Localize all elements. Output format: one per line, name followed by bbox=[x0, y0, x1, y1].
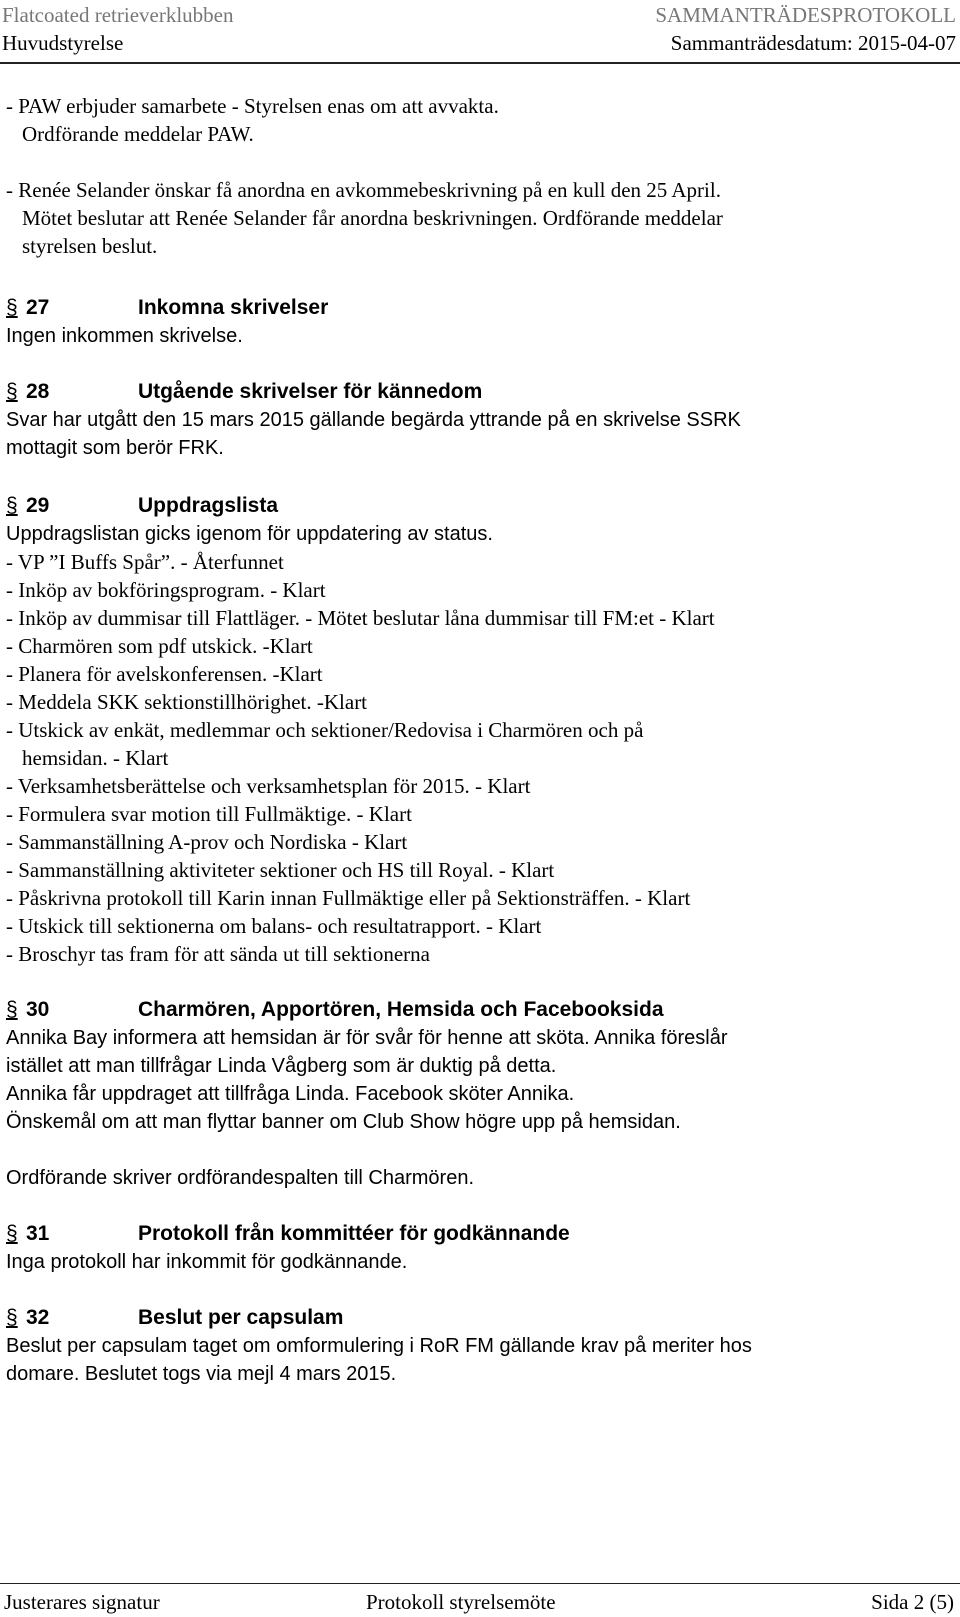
footer-page-number: Sida 2 (5) bbox=[871, 1590, 954, 1614]
section-sign: § bbox=[6, 380, 18, 403]
section-text: Inga protokoll har inkommit för godkännande. bbox=[6, 1251, 408, 1273]
section-text: mottagit som berör FRK. bbox=[6, 437, 224, 459]
task-item: - Planera för avelskonferensen. -Klart bbox=[6, 662, 323, 686]
footer-signature: Justerares signatur bbox=[4, 1590, 160, 1614]
section-number: 28 bbox=[26, 380, 50, 403]
task-item: - Formulera svar motion till Fullmäktige. - Klart bbox=[6, 802, 412, 826]
section-title: Inkomna skrivelser bbox=[138, 296, 329, 319]
section-text: Beslut per capsulam taget om omformulering i RoR FM gällande krav på meriter hos bbox=[6, 1335, 752, 1357]
section-heading-32 bbox=[6, 1304, 343, 1332]
section-sign: § bbox=[6, 1306, 18, 1329]
task-item: - Påskrivna protokoll till Karin innan Fullmäktige eller på Sektionsträffen. - Klart bbox=[6, 886, 691, 910]
header-org: Flatcoated retrieverklubben bbox=[2, 3, 234, 27]
intro-line: styrelsen beslut. bbox=[22, 234, 158, 258]
task-item: - Meddela SKK sektionstillhörighet. -Klart bbox=[6, 690, 368, 714]
section-heading-30 bbox=[6, 996, 664, 1024]
section-heading-29 bbox=[6, 492, 278, 520]
section-title: Uppdragslista bbox=[138, 494, 279, 517]
section-sign: § bbox=[6, 998, 18, 1021]
section-number: 29 bbox=[26, 494, 50, 517]
intro-line: - Renée Selander önskar få anordna en avkommebeskrivning på en kull den 25 April. bbox=[6, 178, 721, 202]
task-item: - Verksamhetsberättelse och verksamhetsplan för 2015. - Klart bbox=[6, 774, 531, 798]
section-sign: § bbox=[6, 296, 18, 319]
section-text: istället att man tillfrågar Linda Vågberg som är duktig på detta. bbox=[6, 1055, 557, 1077]
task-item: - Inköp av bokföringsprogram. - Klart bbox=[6, 578, 326, 602]
section-heading-28 bbox=[6, 378, 482, 406]
section-title: Beslut per capsulam bbox=[138, 1306, 344, 1329]
section-number: 30 bbox=[26, 998, 50, 1021]
section-text: Annika får uppdraget att tillfråga Linda. Facebook sköter Annika. bbox=[6, 1083, 575, 1105]
footer-doc: Protokoll styrelsemöte bbox=[366, 1590, 556, 1614]
header-meeting-date: Sammanträdesdatum: 2015-04-07 bbox=[670, 31, 956, 55]
section-text: Uppdragslistan gicks igenom för uppdatering av status. bbox=[6, 523, 493, 545]
section-text: domare. Beslutet togs via mejl 4 mars 2015. bbox=[6, 1363, 397, 1385]
task-item: - Broschyr tas fram för att sända ut till sektionerna bbox=[6, 942, 430, 966]
section-title: Charmören, Apportören, Hemsida och Facebooksida bbox=[138, 998, 664, 1021]
section-text: Önskemål om att man flyttar banner om Club Show högre upp på hemsidan. bbox=[6, 1111, 681, 1133]
section-text: Svar har utgått den 15 mars 2015 gällande begärda yttrande på en skrivelse SSRK bbox=[6, 409, 741, 431]
intro-line: Ordförande meddelar PAW. bbox=[22, 122, 254, 146]
section-title: Utgående skrivelser för kännedom bbox=[138, 380, 483, 403]
task-item-continued: hemsidan. - Klart bbox=[22, 746, 169, 770]
task-item: - Utskick av enkät, medlemmar och sektioner/Redovisa i Charmören och på bbox=[6, 718, 644, 742]
intro-line: - PAW erbjuder samarbete - Styrelsen enas om att avvakta. bbox=[6, 94, 499, 118]
intro-line: Mötet beslutar att Renée Selander får anordna beskrivningen. Ordförande meddelar bbox=[22, 206, 723, 230]
task-item: - VP ”I Buffs Spår”. - Återfunnet bbox=[6, 550, 284, 574]
section-number: 31 bbox=[26, 1222, 50, 1245]
section-sign: § bbox=[6, 1222, 18, 1245]
section-heading-31 bbox=[6, 1220, 570, 1248]
header-doc-type: SAMMANTRÄDESPROTOKOLL bbox=[655, 3, 956, 27]
section-heading-27 bbox=[6, 294, 328, 322]
header-body: Huvudstyrelse bbox=[2, 31, 124, 55]
task-item: - Charmören som pdf utskick. -Klart bbox=[6, 634, 313, 658]
task-item: - Inköp av dummisar till Flattläger. - Mötet beslutar låna dummisar till FM:et - Klart bbox=[6, 606, 715, 630]
task-item: - Sammanställning A-prov och Nordiska - Klart bbox=[6, 830, 408, 854]
header-divider bbox=[0, 62, 960, 64]
task-item: - Utskick till sektionerna om balans- och resultatrapport. - Klart bbox=[6, 914, 542, 938]
section-number: 32 bbox=[26, 1306, 50, 1329]
task-item: - Sammanställning aktiviteter sektioner och HS till Royal. - Klart bbox=[6, 858, 555, 882]
section-text: Annika Bay informera att hemsidan är för svår för henne att sköta. Annika föreslår bbox=[6, 1027, 728, 1049]
section-number: 27 bbox=[26, 296, 50, 319]
section-title: Protokoll från kommittéer för godkännande bbox=[138, 1222, 570, 1245]
footer-divider bbox=[0, 1583, 960, 1584]
section-sign: § bbox=[6, 494, 18, 517]
section-text: Ordförande skriver ordförandespalten till Charmören. bbox=[6, 1167, 474, 1189]
section-text: Ingen inkommen skrivelse. bbox=[6, 325, 243, 347]
